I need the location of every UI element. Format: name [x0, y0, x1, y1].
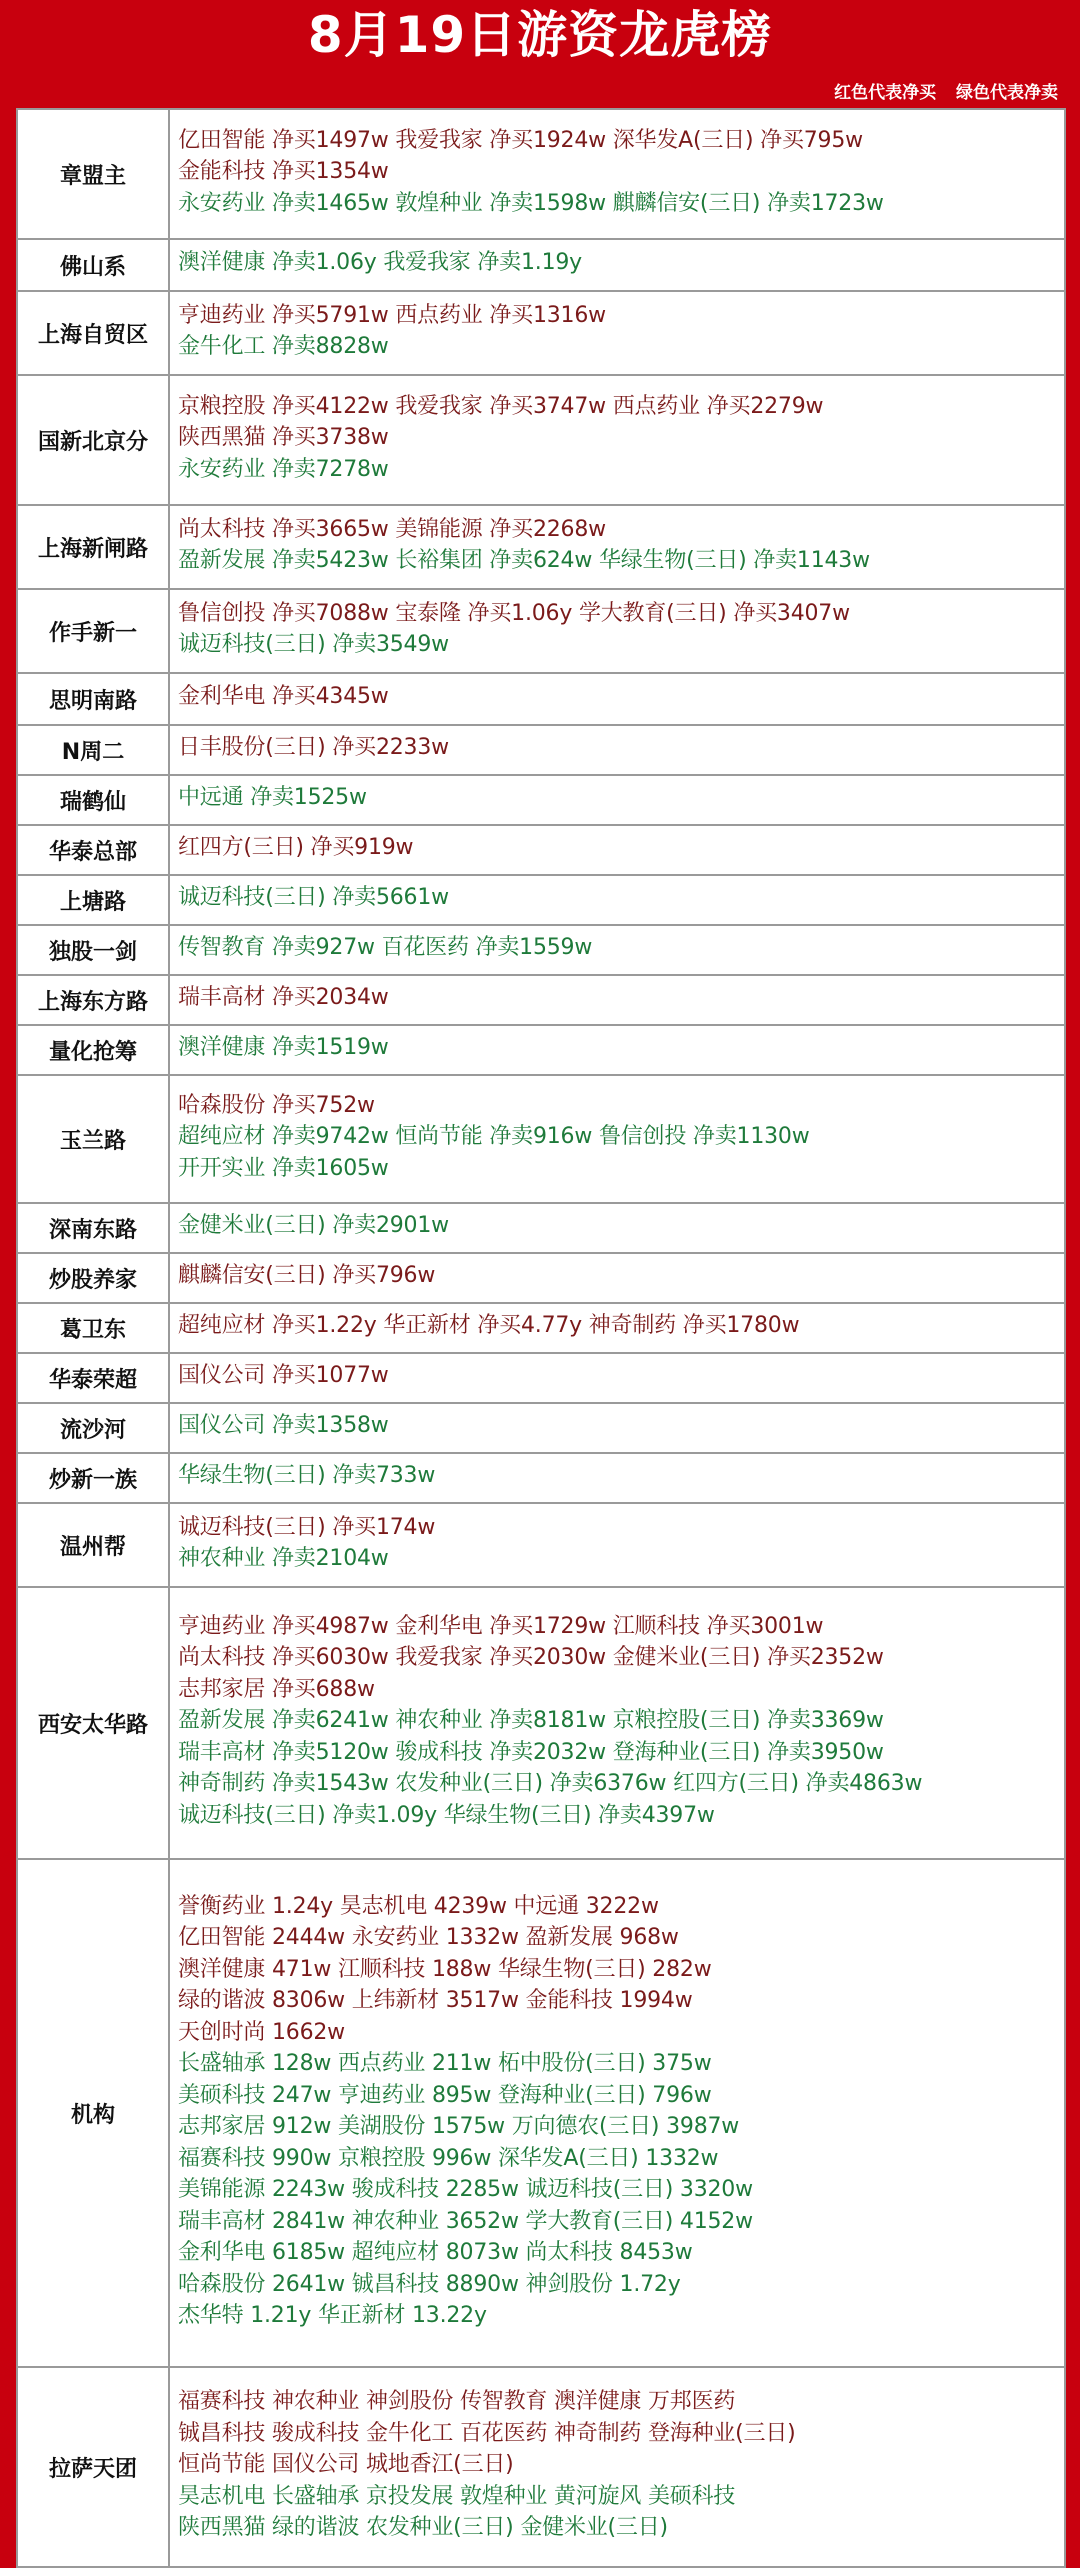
trader-row [17, 239, 1065, 291]
net-sell-line: 诚迈科技(三日) 净卖3549w [178, 632, 449, 657]
net-sell-line: 诚迈科技(三日) 净卖1.09y 华绿生物(三日) 净卖4397w [178, 1802, 715, 1828]
net-buy-line: 恒尚节能 国仪公司 城地香江(三日) [178, 2452, 514, 2478]
trader-deals [169, 109, 1065, 239]
net-sell-line: 金牛化工 净卖8828w [178, 334, 389, 359]
trader-row [17, 109, 1065, 239]
net-sell-line: 盈新发展 净卖5423w 长裕集团 净卖624w 华绿生物(三日) 净卖1143w [178, 548, 870, 573]
net-sell-line: 瑞丰高材 2841w 神农种业 3652w 学大教育(三日) 4152w [178, 2208, 753, 2234]
net-buy-line: 亨迪药业 净买4987w 金利华电 净买1729w 江顺科技 净买3001w [178, 1613, 824, 1639]
trader-row [17, 775, 1065, 825]
trader-name: 瑞鹤仙 [17, 775, 169, 825]
trader-row [17, 1587, 1065, 1859]
net-buy-line: 红四方(三日) 净买919w [178, 835, 414, 861]
net-sell-line: 瑞丰高材 净卖5120w 骏成科技 净卖2032w 登海种业(三日) 净卖3950w [178, 1739, 884, 1765]
net-buy-line: 陕西黑猫 净买3738w [178, 425, 389, 451]
net-buy-line: 天创时尚 1662w [178, 2019, 345, 2045]
dragon-tiger-table [16, 108, 1066, 2568]
net-sell-line: 永安药业 净卖1465w 敦煌种业 净卖1598w 麒麟信安(三日) 净卖1723w [178, 190, 884, 216]
net-sell-line: 传智教育 净卖927w 百花医药 净卖1559w [178, 935, 593, 961]
trader-row [17, 1403, 1065, 1453]
trader-deals [169, 1075, 1065, 1203]
net-buy-line: 尚太科技 净买3665w 美锦能源 净买2268w [178, 516, 606, 542]
trader-deals [169, 1403, 1065, 1453]
net-sell-line: 福赛科技 990w 京粮控股 996w 深华发A(三日) 1332w [178, 2145, 719, 2171]
trader-name: 上塘路 [17, 875, 169, 925]
trader-name: 思明南路 [17, 673, 169, 725]
net-sell-line: 澳洋健康 净卖1.06y 我爱我家 净卖1.19y [178, 250, 582, 276]
trader-deals [169, 975, 1065, 1025]
trader-deals [169, 239, 1065, 291]
trader-name: 华泰总部 [17, 825, 169, 875]
trader-deals [169, 875, 1065, 925]
trader-name: 国新北京分 [17, 375, 169, 505]
trader-deals [169, 925, 1065, 975]
trader-deals [169, 1253, 1065, 1303]
net-buy-line: 澳洋健康 471w 江顺科技 188w 华绿生物(三日) 282w [178, 1956, 712, 1982]
net-sell-line: 国仪公司 净卖1358w [178, 1413, 389, 1439]
net-sell-line: 开开实业 净卖1605w [178, 1155, 389, 1181]
trader-row [17, 673, 1065, 725]
trader-row [17, 1075, 1065, 1203]
net-sell-line: 哈森股份 2641w 铖昌科技 8890w 神剑股份 1.72y [178, 2271, 681, 2297]
trader-row [17, 1303, 1065, 1353]
trader-row [17, 725, 1065, 775]
page-title: 8月19日游资龙虎榜 [307, 6, 773, 64]
trader-name: 流沙河 [17, 1403, 169, 1453]
trader-row [17, 1353, 1065, 1403]
net-buy-line: 尚太科技 净买6030w 我爱我家 净买2030w 金健米业(三日) 净买2352w [178, 1645, 884, 1671]
net-sell-line: 盈新发展 净卖6241w 神农种业 净卖8181w 京粮控股(三日) 净卖3369w [178, 1708, 884, 1734]
header [0, 0, 1080, 108]
net-sell-line: 昊志机电 长盛轴承 京投发展 敦煌种业 黄河旋风 美硕科技 [178, 2483, 736, 2509]
trader-deals [169, 1859, 1065, 2367]
trader-deals [169, 1303, 1065, 1353]
trader-deals [169, 505, 1065, 589]
trader-deals [169, 775, 1065, 825]
net-buy-line: 京粮控股 净买4122w 我爱我家 净买3747w 西点药业 净买2279w [178, 393, 824, 419]
trader-name: 温州帮 [17, 1503, 169, 1587]
trader-row [17, 375, 1065, 505]
trader-deals [169, 1025, 1065, 1075]
trader-deals [169, 291, 1065, 375]
trader-name: 章盟主 [17, 109, 169, 239]
net-buy-line: 麒麟信安(三日) 净买796w [178, 1263, 436, 1289]
trader-row [17, 925, 1065, 975]
trader-row [17, 975, 1065, 1025]
trader-deals [169, 673, 1065, 725]
legend-sell: 绿色代表净卖 [956, 83, 1058, 103]
net-sell-line: 永安药业 净卖7278w [178, 456, 389, 482]
net-sell-line: 澳洋健康 净卖1519w [178, 1035, 389, 1061]
net-sell-line: 美硕科技 247w 亨迪药业 895w 登海种业(三日) 796w [178, 2082, 712, 2108]
legend-buy: 红色代表净买 [834, 83, 937, 103]
net-buy-line: 哈森股份 净买752w [178, 1092, 375, 1118]
trader-name: 炒股养家 [17, 1253, 169, 1303]
trader-name: 独股一剑 [17, 925, 169, 975]
color-legend [820, 78, 1058, 103]
net-sell-line: 超纯应材 净卖9742w 恒尚节能 净卖916w 鲁信创投 净卖1130w [178, 1124, 810, 1150]
trader-row [17, 505, 1065, 589]
trader-name: 作手新一 [17, 589, 169, 673]
trader-row [17, 1859, 1065, 2367]
net-sell-line: 中远通 净卖1525w [178, 785, 367, 811]
trader-name: 葛卫东 [17, 1303, 169, 1353]
net-buy-line: 志邦家居 净买688w [178, 1676, 375, 1702]
trader-name: 上海新闸路 [17, 505, 169, 589]
net-buy-line: 亿田智能 净买1497w 我爱我家 净买1924w 深华发A(三日) 净买795w [178, 127, 863, 153]
trader-deals [169, 725, 1065, 775]
net-buy-line: 瑞丰高材 净买2034w [178, 985, 389, 1011]
net-sell-line: 诚迈科技(三日) 净卖5661w [178, 885, 449, 911]
net-sell-line: 金利华电 6185w 超纯应材 8073w 尚太科技 8453w [178, 2240, 693, 2265]
net-sell-line: 华绿生物(三日) 净卖733w [178, 1463, 436, 1489]
net-sell-line: 陕西黑猫 绿的谐波 农发种业(三日) 金健米业(三日) [178, 2515, 668, 2541]
trader-deals [169, 375, 1065, 505]
trader-row [17, 825, 1065, 875]
dragon-tiger-table-panel [16, 108, 1066, 2568]
trader-row [17, 2367, 1065, 2567]
trader-deals [169, 1587, 1065, 1859]
trader-name: N周二 [17, 725, 169, 775]
trader-name: 炒新一族 [17, 1453, 169, 1503]
net-buy-line: 福赛科技 神农种业 神剑股份 传智教育 澳洋健康 万邦医药 [178, 2389, 736, 2415]
net-buy-line: 铖昌科技 骏成科技 金牛化工 百花医药 神奇制药 登海种业(三日) [178, 2420, 796, 2446]
net-buy-line: 国仪公司 净买1077w [178, 1363, 389, 1389]
net-buy-line: 金能科技 净买1354w [178, 159, 389, 185]
net-buy-line: 亨迪药业 净买5791w 西点药业 净买1316w [178, 302, 606, 328]
trader-row [17, 291, 1065, 375]
net-buy-line: 金利华电 净买4345w [178, 684, 389, 710]
trader-deals [169, 1203, 1065, 1253]
trader-row [17, 589, 1065, 673]
trader-row [17, 875, 1065, 925]
trader-deals [169, 589, 1065, 673]
trader-name: 西安太华路 [17, 1587, 169, 1859]
trader-name: 上海自贸区 [17, 291, 169, 375]
net-sell-line: 美锦能源 2243w 骏成科技 2285w 诚迈科技(三日) 3320w [178, 2177, 753, 2202]
net-sell-line: 神奇制药 净卖1543w 农发种业(三日) 净卖6376w 红四方(三日) 净卖4863w [178, 1771, 923, 1797]
trader-row [17, 1503, 1065, 1587]
trader-row [17, 1025, 1065, 1075]
net-buy-line: 日丰股份(三日) 净买2233w [178, 735, 449, 761]
net-sell-line: 志邦家居 912w 美湖股份 1575w 万向德农(三日) 3987w [178, 2114, 740, 2139]
trader-row [17, 1453, 1065, 1503]
trader-deals [169, 825, 1065, 875]
trader-name: 量化抢筹 [17, 1025, 169, 1075]
net-buy-line: 诚迈科技(三日) 净买174w [178, 1514, 436, 1540]
trader-name: 机构 [17, 1859, 169, 2367]
net-sell-line: 杰华特 1.21y 华正新材 13.22y [178, 2303, 487, 2328]
trader-deals [169, 1503, 1065, 1587]
net-sell-line: 神农种业 净卖2104w [178, 1546, 389, 1571]
trader-name: 玉兰路 [17, 1075, 169, 1203]
trader-deals [169, 1453, 1065, 1503]
trader-row [17, 1253, 1065, 1303]
net-sell-line: 金健米业(三日) 净卖2901w [178, 1213, 449, 1239]
trader-name: 佛山系 [17, 239, 169, 291]
trader-deals [169, 1353, 1065, 1403]
trader-deals [169, 2367, 1065, 2567]
trader-name: 深南东路 [17, 1203, 169, 1253]
net-buy-line: 超纯应材 净买1.22y 华正新材 净买4.77y 神奇制药 净买1780w [178, 1313, 800, 1339]
trader-name: 华泰荣超 [17, 1353, 169, 1403]
net-buy-line: 鲁信创投 净买7088w 宝泰隆 净买1.06y 学大教育(三日) 净买3407w [178, 600, 850, 626]
net-sell-line: 长盛轴承 128w 西点药业 211w 柘中股份(三日) 375w [178, 2051, 712, 2076]
trader-row [17, 1203, 1065, 1253]
trader-name: 上海东方路 [17, 975, 169, 1025]
net-buy-line: 亿田智能 2444w 永安药业 1332w 盈新发展 968w [178, 1925, 679, 1950]
net-buy-line: 誉衡药业 1.24y 昊志机电 4239w 中远通 3222w [178, 1893, 659, 1919]
trader-name: 拉萨天团 [17, 2367, 169, 2567]
net-buy-line: 绿的谐波 8306w 上纬新材 3517w 金能科技 1994w [178, 1988, 693, 2013]
